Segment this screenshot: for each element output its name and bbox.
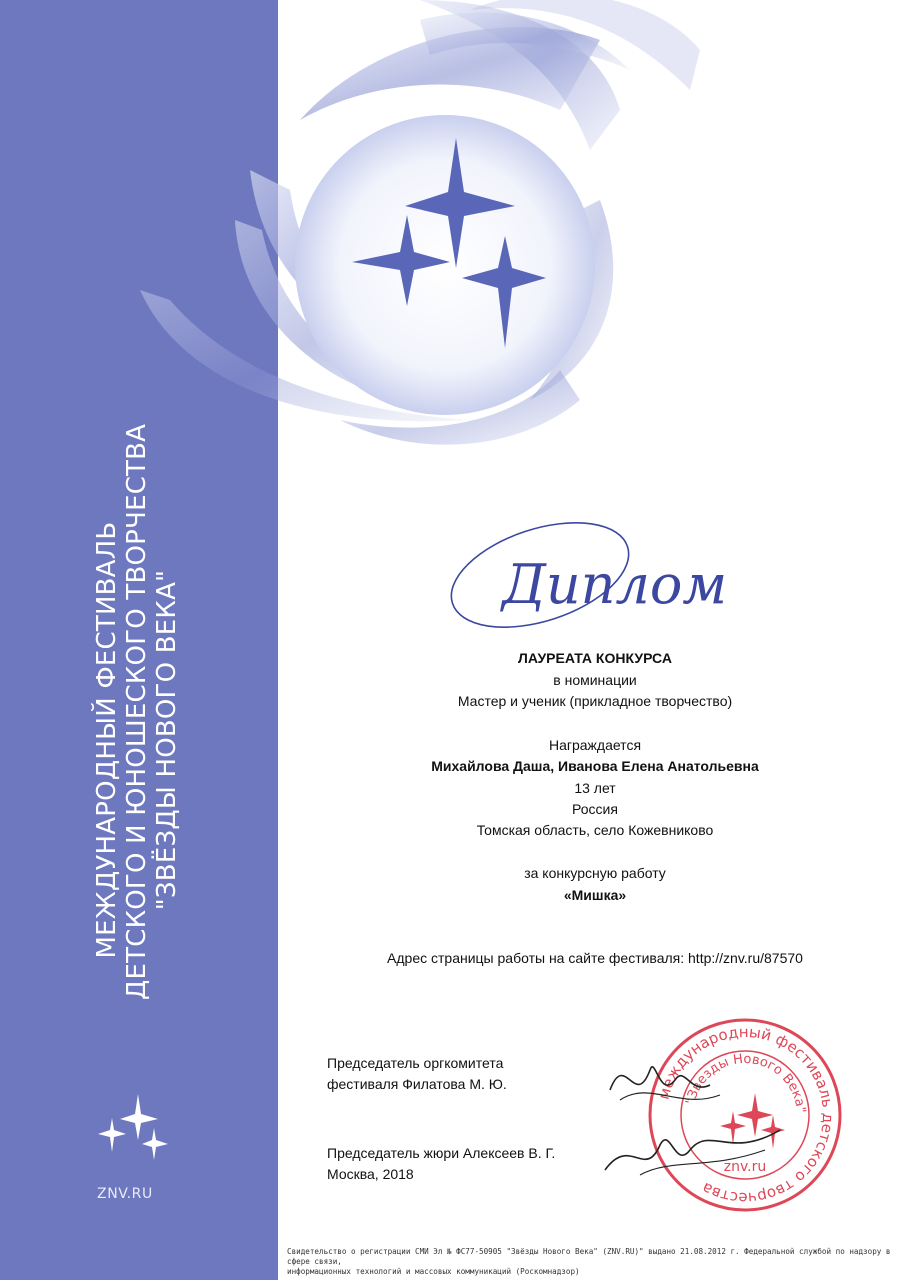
work-address: Адрес страницы работы на сайте фестиваля: http://znv.ru/87570	[387, 950, 803, 966]
festival-title-line-1: МЕЖДУНАРОДНЫЙ ФЕСТИВАЛЬ	[92, 521, 122, 959]
festival-title-line-2: ДЕТСКОГО И ЮНОШЕСКОГО ТВОРЧЕСТВА	[122, 423, 152, 1000]
awardee-names: Михайлова Даша, Иванова Елена Анатольевна	[431, 758, 759, 774]
awarded-label: Награждается	[548, 737, 642, 753]
awardee-age: 13 лет	[574, 780, 616, 796]
work-label: за конкурсную работу	[524, 865, 666, 881]
registration-line-2: информационных технологий и массовых коммуникаций (Роскомнадзор)	[287, 1267, 580, 1276]
awardee-location: Томская область, село Кожевниково	[476, 822, 714, 838]
work-title: «Мишка»	[563, 887, 627, 903]
jury-chair-line: Председатель жюри Алексеев В. Г.	[327, 1145, 556, 1161]
stamp-ring-text: международный фестиваль детского творчества	[654, 1022, 838, 1208]
stamp-site: znv.ru	[723, 1159, 767, 1175]
award-type: ЛАУРЕАТА КОНКУРСА	[518, 650, 672, 666]
diploma-heading-text: Диплом	[502, 553, 728, 616]
diploma-heading	[440, 515, 740, 635]
org-chair-line-1: Председатель оргкомитета	[327, 1055, 504, 1071]
handwritten-signatures	[590, 1040, 790, 1190]
registration-line-1: Свидетельство о регистрации СМИ Эл № ФС77-50905 "Звёзды Нового Века" (ZNV.RU)" выдано 21.08.2012 г. Федеральной службой по надзору в сфере связи,	[287, 1247, 891, 1266]
registration-footnote	[287, 1247, 899, 1277]
sidebar-site-label: ZNV.RU	[97, 1186, 153, 1202]
stamp-inner-text: "Звезды Нового Века"	[683, 1051, 809, 1114]
swirl-center-glow	[295, 115, 595, 415]
org-chair-line-2: фестиваля Филатова М. Ю.	[327, 1076, 507, 1092]
nomination-prefix: в номинации	[553, 672, 637, 688]
nomination-text: Мастер и ученик (прикладное творчество)	[457, 693, 733, 709]
festival-title-vertical	[92, 423, 182, 1000]
city-year: Москва, 2018	[327, 1166, 414, 1182]
sidebar-stars-icon	[96, 1090, 176, 1160]
awardee-country: Россия	[572, 801, 618, 817]
festival-title-line-3: "ЗВЁЗДЫ НОВОГО ВЕКА"	[152, 569, 182, 911]
